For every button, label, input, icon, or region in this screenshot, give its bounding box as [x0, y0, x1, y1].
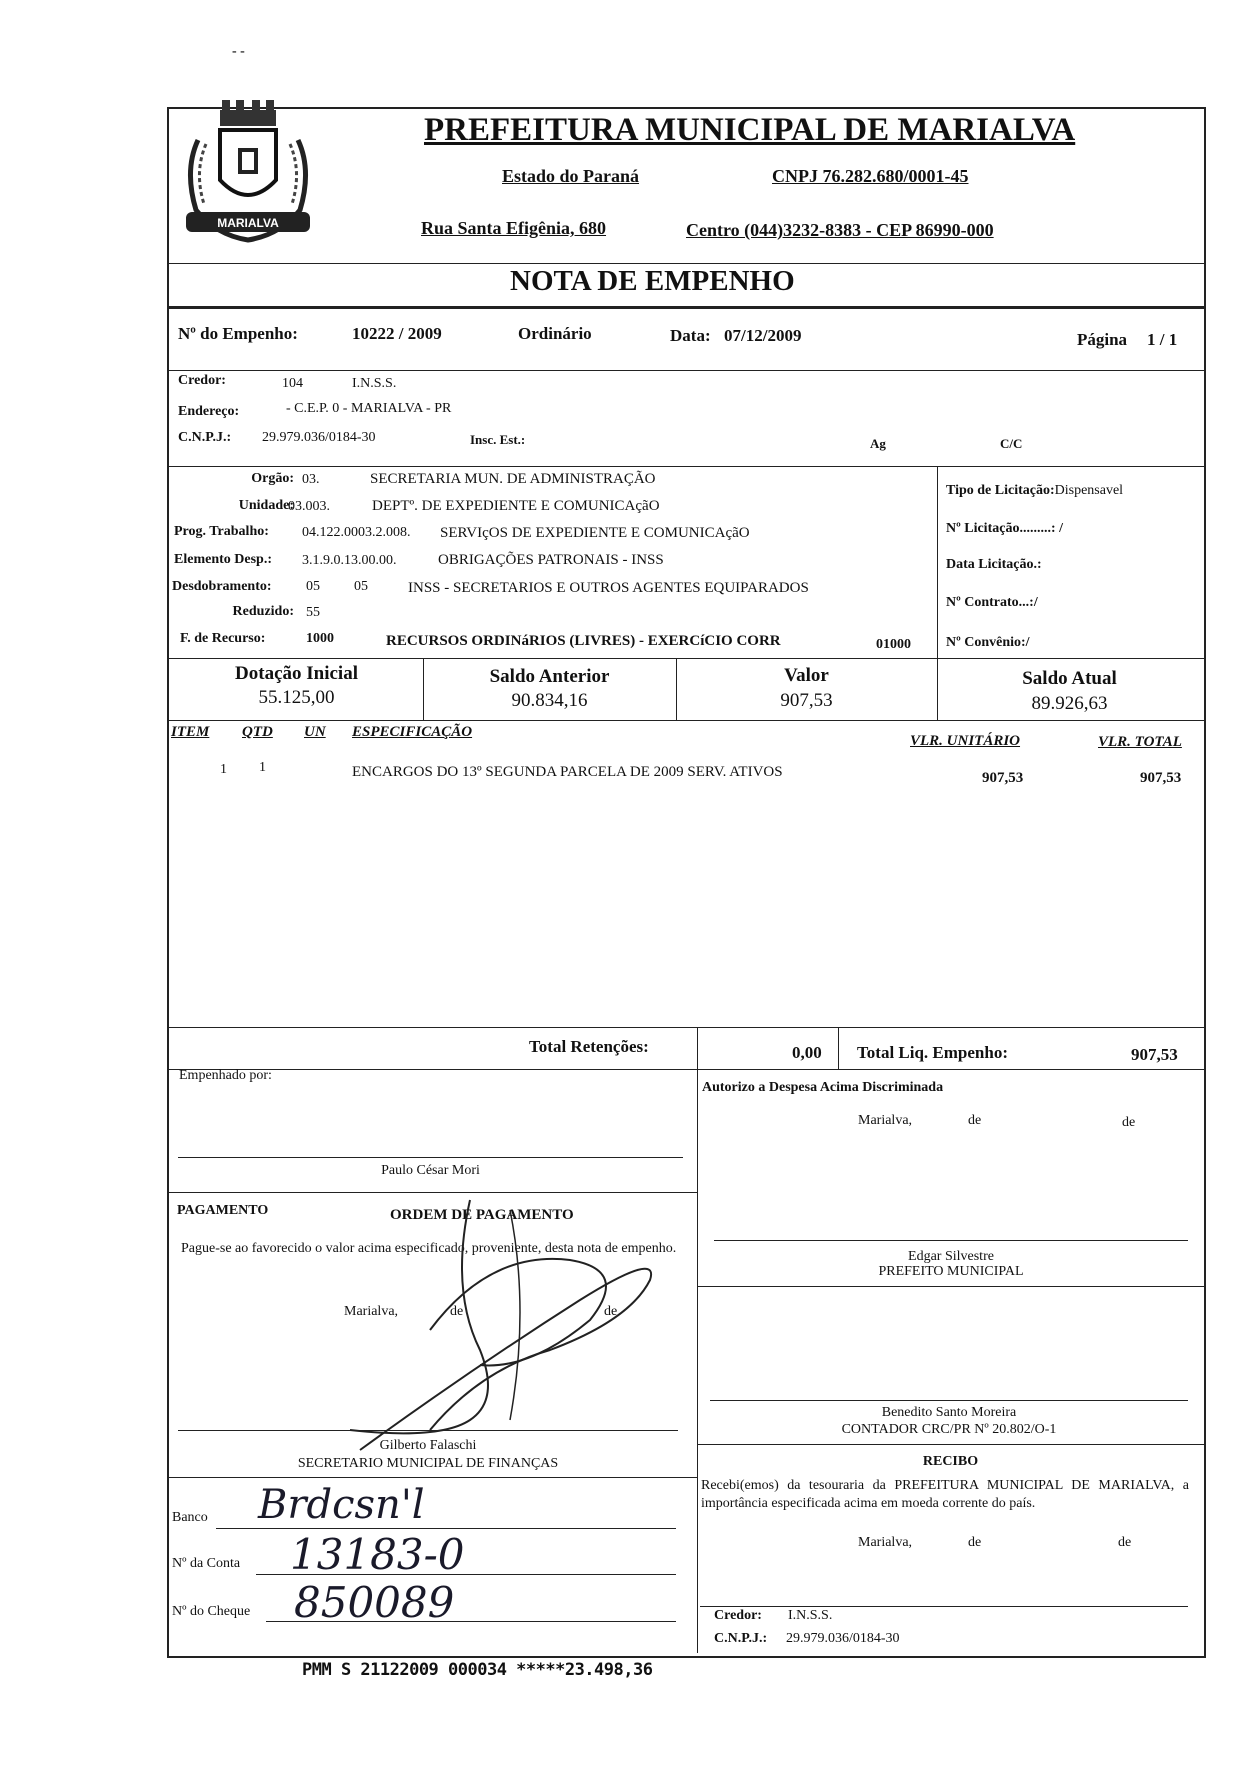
date-value: 07/12/2009: [724, 326, 802, 345]
credor-label: Credor:: [178, 373, 226, 388]
address-label: Endereço:: [178, 404, 240, 419]
contador-title: CONTADOR CRC/PR Nº 20.802/O-1: [841, 1422, 1057, 1437]
address-street: Rua Santa Efigênia, 680: [421, 218, 607, 238]
elemento-code: 3.1.9.0.13.00.00.: [302, 553, 397, 568]
empenho-type: Ordinário: [518, 324, 592, 343]
municipal-crest-icon: [176, 100, 320, 250]
signature-line: [710, 1400, 1188, 1401]
credor-code: 104: [282, 376, 303, 391]
prog-name: SERVIçOS DE EXPEDIENTE E COMUNICAçãO: [440, 525, 750, 541]
empenho-number: 10222 / 2009: [352, 324, 442, 343]
recibo-de-2: de: [1118, 1535, 1132, 1550]
divider: [167, 466, 1204, 467]
divider: [697, 1027, 698, 1653]
elemento-name: OBRIGAÇÕES PATRONAIS - INSS: [438, 552, 664, 568]
left-de-2: de: [604, 1304, 618, 1319]
empenhado-label: Empenhado por:: [179, 1068, 272, 1083]
recibo-credor-label: Credor:: [714, 1608, 762, 1623]
divider: [167, 1069, 1204, 1070]
valor-value: 907,53: [780, 690, 833, 711]
unidade-code: 03.003.: [288, 499, 330, 514]
bank-stamp: PMM S 21122009 000034 *****23.498,36: [302, 1660, 653, 1680]
valor-label: Valor: [784, 665, 829, 686]
divider: [167, 1027, 1204, 1028]
divider: [167, 306, 1204, 309]
fonte-recurso-number: 01000: [876, 637, 911, 652]
orgao-name: SECRETARIA MUN. DE ADMINISTRAÇÃO: [370, 471, 656, 487]
address-rest: Centro (044)3232-8383 - CEP 86990-000: [686, 220, 994, 240]
credor-cnpj-label: C.N.P.J.:: [178, 430, 232, 445]
divider: [838, 1027, 839, 1069]
ag-label: Ag: [870, 436, 886, 451]
total-retencoes-label: Total Retenções:: [529, 1037, 649, 1056]
item-number: 1: [220, 762, 227, 777]
fonte-recurso-code: 1000: [306, 631, 334, 646]
field-line: [216, 1528, 676, 1529]
divider: [167, 370, 1204, 371]
recibo-credor-value: I.N.S.S.: [788, 1608, 833, 1623]
secretario-title: SECRETARIO MUNICIPAL DE FINANÇAS: [297, 1456, 559, 1471]
empenhado-name: Paulo César Mori: [381, 1163, 480, 1178]
recibo-text: Recebi(emos) da tesouraria da PREFEITURA MUNICIPAL DE MARIALVA, a importância especificada acima em moeda corrente do país.: [701, 1478, 1189, 1511]
saldo-atual-label: Saldo Atual: [1022, 668, 1117, 689]
divider: [697, 1286, 1204, 1287]
recibo-marialva: Marialva,: [858, 1535, 913, 1550]
recibo-de-1: de: [968, 1535, 982, 1550]
state-name: Estado do Paraná: [502, 166, 640, 186]
tipo-licitacao-value: Dispensavel: [1054, 483, 1124, 498]
recibo-cnpj-label: C.N.P.J.:: [714, 1631, 768, 1646]
elemento-label: Elemento Desp.:: [174, 552, 272, 567]
item-vlr-unitario: 907,53: [982, 770, 1024, 786]
prog-code: 04.122.0003.2.008.: [302, 525, 411, 540]
pague-text: Pague-se ao favorecido o valor acima especificado, proveniente, desta nota de empenho.: [181, 1241, 677, 1256]
secretario-name: Gilberto Falaschi: [379, 1438, 477, 1453]
credor-cnpj: 29.979.036/0184-30: [262, 430, 376, 445]
reduzido-label: Reduzido:: [232, 604, 294, 619]
desdobramento-code2: 05: [354, 579, 368, 594]
cheque-handwritten: 850089: [294, 1578, 455, 1627]
unidade-label: Unidade:: [238, 498, 294, 513]
desdobramento-code1: 05: [306, 579, 320, 594]
numero-licitacao: Nº Licitação.........: /: [946, 521, 1063, 536]
reduzido-value: 55: [306, 605, 320, 620]
data-licitacao: Data Licitação.:: [946, 557, 1042, 572]
orgao-code: 03.: [302, 472, 320, 487]
saldo-anterior-label: Saldo Anterior: [489, 666, 610, 687]
saldo-atual-value: 89.926,63: [1031, 693, 1108, 714]
prefeito-title: PREFEITO MUNICIPAL: [878, 1264, 1024, 1279]
numero-contrato: Nº Contrato...:/: [946, 595, 1038, 610]
insc-label: Insc. Est.:: [470, 432, 526, 447]
dotacao-inicial-label: Dotação Inicial: [235, 663, 358, 684]
credor-name: I.N.S.S.: [352, 376, 397, 391]
desdobramento-label: Desdobramento:: [172, 579, 272, 594]
item-vlr-total: 907,53: [1140, 770, 1182, 786]
contador-name: Benedito Santo Moreira: [881, 1405, 1017, 1420]
signature-line: [714, 1240, 1188, 1241]
ordem-pagamento-label: ORDEM DE PAGAMENTO: [390, 1207, 574, 1223]
left-de-1: de: [450, 1304, 464, 1319]
cc-label: C/C: [1000, 436, 1023, 451]
page-number: 1 / 1: [1147, 330, 1178, 349]
divider: [167, 720, 1204, 721]
divider: [937, 466, 938, 658]
col-qtd: QTD: [242, 724, 273, 740]
right-de-2: de: [1122, 1115, 1136, 1130]
autorizo-text: Autorizo a Despesa Acima Discriminada: [702, 1080, 944, 1095]
page-title: PREFEITURA MUNICIPAL DE MARIALVA: [424, 112, 1076, 148]
crest-text: MARIALVA: [217, 216, 279, 230]
col-un: UN: [304, 724, 326, 740]
dotacao-inicial-value: 55.125,00: [258, 687, 335, 708]
unidade-name: DEPTº. DE EXPEDIENTE E COMUNICAçãO: [372, 498, 660, 514]
total-liquido-value: 907,53: [1131, 1045, 1178, 1064]
fonte-recurso-name: RECURSOS ORDINáRIOS (LIVRES) - EXERCíCIO CORR: [386, 633, 781, 649]
divider: [697, 1444, 1204, 1445]
col-item: ITEM: [171, 724, 210, 740]
prog-label: Prog. Trabalho:: [174, 524, 269, 539]
conta-handwritten: 13183-0: [290, 1530, 465, 1579]
recibo-label: RECIBO: [922, 1454, 979, 1469]
total-retencoes-value: 0,00: [792, 1043, 822, 1062]
right-de-1: de: [968, 1113, 982, 1128]
page-label: Página: [1077, 330, 1128, 349]
saldo-anterior-value: 90.834,16: [511, 690, 588, 711]
divider: [167, 658, 1204, 659]
signature-line: [700, 1606, 1188, 1607]
banco-handwritten: Brdcsn'l: [258, 1482, 425, 1528]
date-label: Data:: [670, 326, 711, 345]
item-especificacao: ENCARGOS DO 13º SEGUNDA PARCELA DE 2009 SERV. ATIVOS: [352, 764, 783, 780]
credor-address: - C.E.P. 0 - MARIALVA - PR: [286, 401, 452, 416]
conta-label: Nº da Conta: [172, 1556, 241, 1571]
prefeito-name: Edgar Silvestre: [908, 1249, 994, 1264]
col-vlr-unitario: VLR. UNITÁRIO: [910, 733, 1021, 749]
divider: [167, 263, 1204, 264]
item-qtd: 1: [259, 760, 266, 775]
numero-convenio: Nº Convênio:/: [946, 635, 1030, 650]
recibo-cnpj-value: 29.979.036/0184-30: [786, 1631, 900, 1646]
cnpj-header: CNPJ 76.282.680/0001-45: [772, 166, 969, 186]
col-especificacao: ESPECIFICAÇÃO: [352, 724, 473, 740]
document-title: NOTA DE EMPENHO: [510, 265, 795, 297]
col-vlr-total: VLR. TOTAL: [1098, 734, 1182, 750]
desdobramento-name: INSS - SECRETARIOS E OUTROS AGENTES EQUIPARADOS: [408, 580, 809, 596]
top-mark: - -: [232, 44, 245, 59]
signature-line: [178, 1157, 683, 1158]
tipo-licitacao-label: Tipo de Licitação:Dispensavel: [946, 483, 1124, 498]
cheque-label: Nº do Cheque: [172, 1604, 251, 1619]
pagamento-label: PAGAMENTO: [177, 1203, 269, 1218]
right-marialva: Marialva,: [858, 1113, 913, 1128]
orgao-label: Orgão:: [251, 471, 294, 486]
fonte-recurso-label: F. de Recurso:: [180, 631, 266, 646]
banco-label: Banco: [172, 1510, 208, 1525]
signature-scribble-icon: [330, 1190, 690, 1480]
left-marialva: Marialva,: [344, 1304, 399, 1319]
total-liquido-label: Total Liq. Empenho:: [857, 1043, 1008, 1062]
empenho-number-label: Nº do Empenho:: [178, 324, 298, 343]
